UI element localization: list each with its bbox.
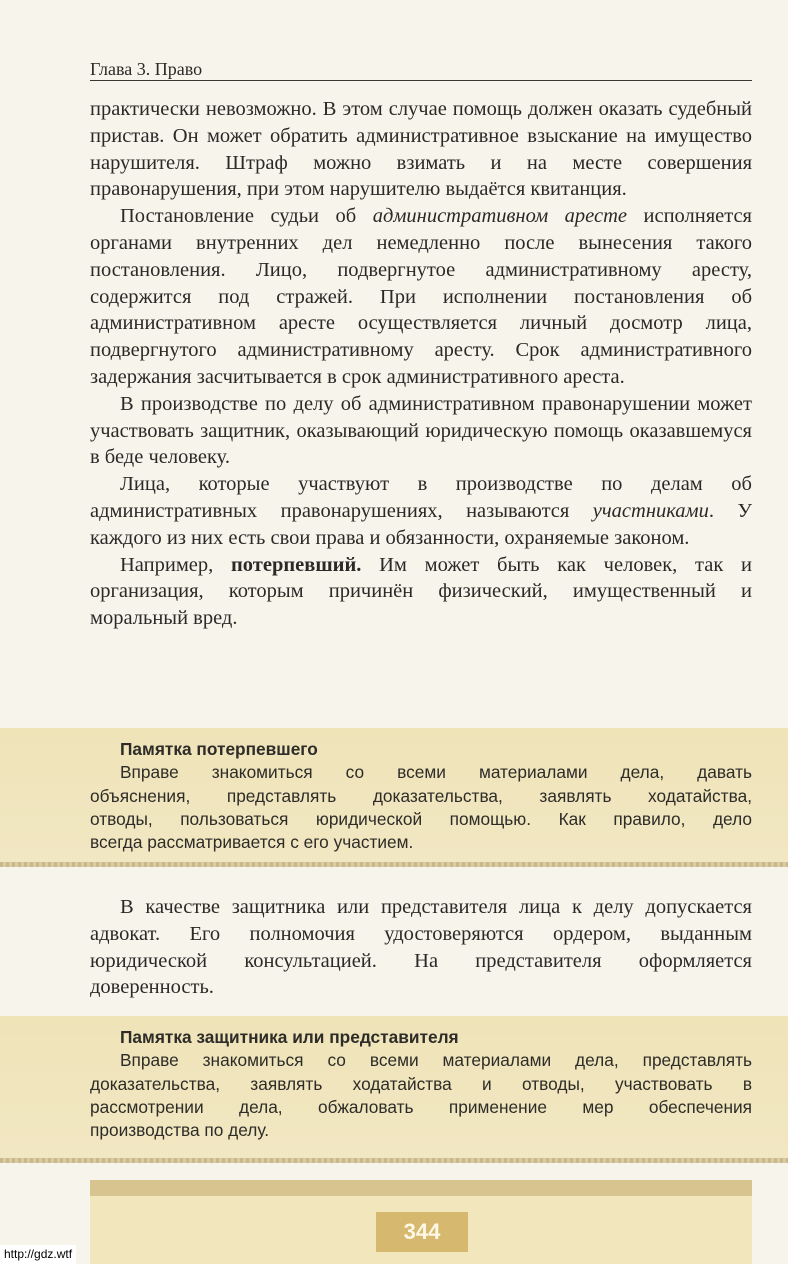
memo-divider <box>0 862 788 867</box>
memo-defender-title: Памятка защитника или представителя <box>120 1027 459 1047</box>
term-administrative-arrest: административном аресте <box>372 205 627 228</box>
memo-victim-line: Вправе знакомиться со всеми материалами дела, давать <box>120 762 752 783</box>
memo-defender-line: рассмотрении дела, обжаловать применение мер обеспечения <box>90 1096 752 1117</box>
memo-defender-line: доказательства, заявлять ходатайства и отводы, участвовать в <box>90 1073 752 1094</box>
paragraph-1: практически невозможно. В этом случае помощь должен оказать судебный пристав. Он может обратить административное взыскание на имущество нарушителя. Штраф можно взимать и на месте совершения правонарушения, при этом нарушителю выдаётся квитанция. <box>90 98 752 201</box>
paragraph-4-text-b: . У каждого из них есть свои права и обязанности, охраняемые законом. <box>90 499 752 549</box>
chapter-title: Глава 3. Право <box>90 59 203 79</box>
running-header <box>90 58 752 81</box>
paragraph-2-text-a: Постановление судьи об <box>120 205 373 228</box>
footer-stripe <box>90 1180 752 1196</box>
memo-victim-title: Памятка потерпевшего <box>120 739 318 759</box>
paragraph-5-text-b: Им может быть как человек, так и организация, которым причинён физический, имущественный и моральный вред. <box>90 553 752 630</box>
memo-defender-line: Вправе знакомиться со всеми материалами дела, представлять <box>120 1050 752 1071</box>
main-text-middle <box>90 894 752 1001</box>
memo-divider <box>0 1158 788 1163</box>
paragraph-6: В качестве защитника или представителя лица к делу допускается адвокат. Его полномочия удостоверяются ордером, выданным юридической консультацией. На представителя оформляется доверенность. <box>90 896 752 999</box>
memo-victim-line: объяснения, представлять доказательства, заявлять ходатайства, <box>90 785 752 806</box>
main-text-top <box>90 96 752 632</box>
paragraph-5-text-a: Например, <box>120 553 231 576</box>
term-victim: потерпевший. <box>231 553 362 576</box>
paragraph-5 <box>90 552 752 632</box>
paragraph-4 <box>90 471 752 551</box>
memo-defender-line: производства по делу. <box>90 1120 270 1141</box>
watermark-link[interactable]: http://gdz.wtf <box>0 1245 76 1264</box>
memo-victim-line: отводы, пользоваться юридической помощью. Как правило, дело <box>90 808 752 829</box>
page-number: 344 <box>403 1219 441 1244</box>
paragraph-3: В производстве по делу об административном правонарушении может участвовать защитник, оказывающий юридическую помощь оказавшемуся в беде человеку. <box>90 392 752 469</box>
paragraph-4-text-a: Лица, которые участвуют в производстве по делам об административных правонарушениях, называются <box>90 473 752 522</box>
memo-victim-box <box>0 728 788 862</box>
paragraph-2 <box>90 203 752 391</box>
memo-defender-box <box>0 1016 788 1158</box>
term-participants: участниками <box>592 499 709 522</box>
memo-victim-line: всегда рассматривается с его участием. <box>90 832 414 853</box>
paragraph-2-text-b: исполняется органами внутренних дел немедленно после вынесения такого постановления. Лицо, подвергнутое административному аресту, содержится под стражей. При исполнении постановления об административном аресте осуществляется личный досмотр лица, подвергнутого административному аресту. Срок административного задержания засчитывается в срок административного ареста. <box>90 205 752 388</box>
